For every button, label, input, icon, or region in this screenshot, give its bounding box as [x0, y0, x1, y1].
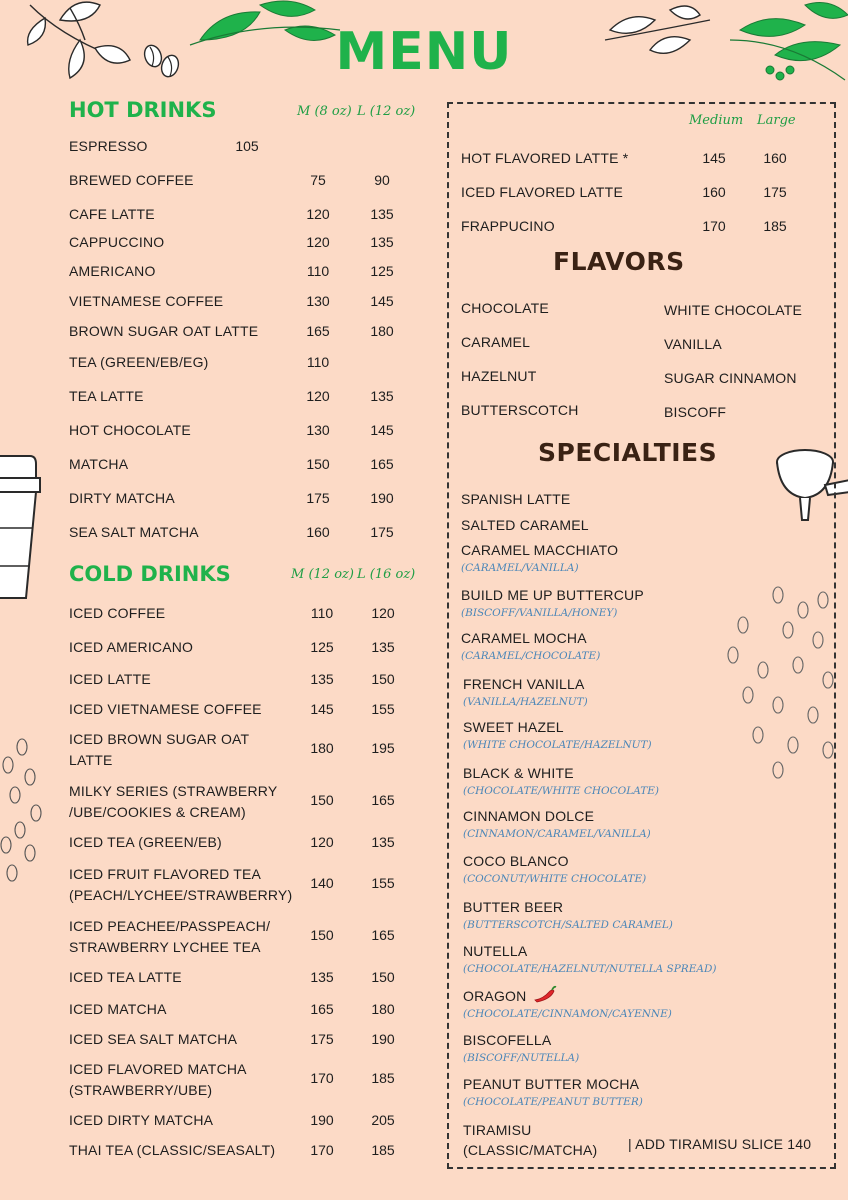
menu-item-name: ICED LATTE	[69, 671, 151, 687]
price-large: 190	[370, 490, 394, 506]
specialty-name: CINNAMON DOLCE	[463, 808, 595, 824]
specialty-ingredients: (CARAMEL/VANILLA)	[461, 562, 579, 574]
price-medium: 120	[306, 234, 330, 250]
price-medium: 150	[310, 792, 334, 808]
price-large: 125	[370, 263, 394, 279]
menu-item-name: ICED BROWN SUGAR OAT LATTE	[69, 731, 250, 768]
menu-item-name: AMERICANO	[69, 263, 156, 279]
price-large: 180	[371, 1001, 395, 1017]
menu-item-name: ICED AMERICANO	[69, 639, 194, 655]
specialty-name: ORAGON	[463, 988, 527, 1004]
specialty-ingredients: (BISCOFF/NUTELLA)	[463, 1052, 580, 1064]
menu-item-name: ESPRESSO	[69, 138, 148, 154]
menu-item-name: HOT CHOCOLATE	[69, 422, 191, 438]
price-large: 175	[370, 524, 394, 540]
specialty-name: FRENCH VANILLA	[463, 676, 585, 692]
cold-size-medium: M (12 oz)	[291, 567, 354, 582]
price-medium: 130	[306, 422, 330, 438]
specialty-name: BUILD ME UP BUTTERCUP	[461, 587, 644, 603]
flavor-item: SUGAR CINNAMON	[664, 370, 797, 386]
price-medium: 190	[310, 1112, 334, 1128]
menu-item-name: MILKY SERIES (STRAWBERRY /UBE/COOKIES & CREAM)	[69, 783, 278, 820]
menu-item-name: ICED VIETNAMESE COFFEE	[69, 701, 262, 717]
price-medium: 105	[235, 138, 259, 154]
flavor-item: HAZELNUT	[461, 368, 537, 384]
specialty-name: CARAMEL MACCHIATO	[461, 542, 619, 558]
menu-item-name: THAI TEA (CLASSIC/SEASALT)	[69, 1142, 276, 1158]
menu-item-name: ICED TEA LATTE	[69, 969, 182, 985]
hot-size-large: L (12 oz)	[357, 104, 416, 119]
price-medium: 165	[306, 323, 330, 339]
specialty-name: BLACK & WHITE	[463, 765, 574, 781]
price-large: 185	[763, 218, 787, 234]
price-medium: 180	[310, 740, 334, 756]
price-medium: 130	[306, 293, 330, 309]
price-large: 165	[371, 792, 395, 808]
specialty-ingredients: (BUTTERSCOTCH/SALTED CARAMEL)	[463, 919, 673, 931]
specialty-name: NUTELLA	[463, 943, 528, 959]
price-medium: 110	[310, 605, 334, 621]
specialty-ingredients: (WHITE CHOCOLATE/HAZELNUT)	[463, 739, 652, 751]
specialty-name: SALTED CARAMEL	[461, 517, 589, 533]
menu-item-name: DIRTY MATCHA	[69, 490, 175, 506]
flavor-item: VANILLA	[664, 336, 722, 352]
specialty-name: CARAMEL MOCHA	[461, 630, 587, 646]
specialty-ingredients: (CHOCOLATE/HAZELNUT/NUTELLA SPREAD)	[463, 963, 717, 975]
price-large: 205	[371, 1112, 395, 1128]
specialty-name: SPANISH LATTE	[461, 491, 571, 507]
menu-item-name: ICED FLAVORED MATCHA (STRAWBERRY/UBE)	[69, 1061, 247, 1098]
menu-item-name: FRAPPUCINO	[461, 218, 555, 234]
flavor-item: WHITE CHOCOLATE	[664, 302, 803, 318]
specialty-name: COCO BLANCO	[463, 853, 569, 869]
price-medium: 135	[310, 969, 334, 985]
price-medium: 160	[306, 524, 330, 540]
price-large: 135	[370, 234, 394, 250]
chili-icon	[533, 985, 557, 1003]
hot-size-medium: M (8 oz)	[297, 104, 352, 119]
flavor-item: BISCOFF	[664, 404, 727, 420]
price-large: 175	[763, 184, 787, 200]
price-medium: 170	[702, 218, 726, 234]
flavor-item: BUTTERSCOTCH	[461, 402, 579, 418]
price-medium: 120	[306, 206, 330, 222]
menu-item-name: ICED FRUIT FLAVORED TEA (PEACH/LYCHEE/STRAWBERRY)	[69, 866, 293, 903]
menu-item-name: ICED SEA SALT MATCHA	[69, 1031, 238, 1047]
menu-item-name: TEA LATTE	[69, 388, 144, 404]
price-medium: 110	[306, 354, 330, 370]
price-medium: 135	[310, 671, 334, 687]
menu-item-name: ICED COFFEE	[69, 605, 166, 621]
price-large: 165	[371, 927, 395, 943]
flavor-item: CHOCOLATE	[461, 300, 549, 316]
menu-item-name: MATCHA	[69, 456, 129, 472]
price-large: 195	[371, 740, 395, 756]
price-large: 185	[371, 1142, 395, 1158]
page-title: MENU	[335, 22, 513, 82]
specialty-ingredients: (VANILLA/HAZELNUT)	[463, 696, 588, 708]
price-medium: 125	[310, 639, 334, 655]
menu-item-name: ICED MATCHA	[69, 1001, 167, 1017]
price-large: 190	[371, 1031, 395, 1047]
cold-drinks-heading: COLD DRINKS	[69, 562, 231, 586]
menu-item-name: CAFE LATTE	[69, 206, 155, 222]
price-large: 135	[370, 206, 394, 222]
price-medium: 170	[310, 1142, 334, 1158]
price-large: 180	[370, 323, 394, 339]
coffee-bean-icon	[0, 735, 45, 885]
coffee-cup-icon	[0, 448, 44, 608]
menu-item-name: ICED TEA (GREEN/EB)	[69, 834, 222, 850]
price-medium: 120	[306, 388, 330, 404]
menu-item-name: ICED FLAVORED LATTE	[461, 184, 623, 200]
price-large: 155	[371, 701, 395, 717]
menu-item-name: SEA SALT MATCHA	[69, 524, 199, 540]
price-medium: 120	[310, 834, 334, 850]
specialties-heading: SPECIALTIES	[538, 438, 718, 467]
specialty-name: BUTTER BEER	[463, 899, 564, 915]
price-large: 135	[371, 639, 395, 655]
specialty-name: PEANUT BUTTER MOCHA	[463, 1076, 640, 1092]
price-medium: 150	[310, 927, 334, 943]
menu-item-name: VIETNAMESE COFFEE	[69, 293, 224, 309]
price-large: 135	[371, 834, 395, 850]
flavor-item: CARAMEL	[461, 334, 531, 350]
price-medium: 165	[310, 1001, 334, 1017]
price-large: 150	[371, 671, 395, 687]
specialty-name: BISCOFELLA	[463, 1032, 552, 1048]
specialty-ingredients: (CHOCOLATE/CINNAMON/CAYENNE)	[463, 1008, 672, 1020]
specialty-name: TIRAMISU (CLASSIC/MATCHA)	[463, 1122, 598, 1158]
price-large: 145	[370, 293, 394, 309]
price-medium: 140	[310, 875, 334, 891]
specialty-ingredients: (COCONUT/WHITE CHOCOLATE)	[463, 873, 647, 885]
menu-item-name: ICED PEACHEE/PASSPEACH/ STRAWBERRY LYCHEE TEA	[69, 918, 271, 955]
price-medium: 110	[306, 263, 330, 279]
menu-item-name: TEA (GREEN/EB/EG)	[69, 354, 209, 370]
price-large: 120	[371, 605, 395, 621]
price-large: 160	[763, 150, 787, 166]
price-medium: 145	[310, 701, 334, 717]
flavors-heading: FLAVORS	[553, 247, 685, 276]
cold-size-large: L (16 oz)	[357, 567, 416, 582]
specialty-ingredients: (CINNAMON/CARAMEL/VANILLA)	[463, 828, 651, 840]
tiramisu-addon: | ADD TIRAMISU SLICE 140	[628, 1136, 812, 1152]
price-medium: 175	[306, 490, 330, 506]
price-medium: 160	[702, 184, 726, 200]
menu-item-name: ICED DIRTY MATCHA	[69, 1112, 214, 1128]
menu-item-name: BREWED COFFEE	[69, 172, 194, 188]
price-medium: 145	[702, 150, 726, 166]
specialty-ingredients: (BISCOFF/VANILLA/HONEY)	[461, 607, 618, 619]
specialty-name: SWEET HAZEL	[463, 719, 564, 735]
price-large: 165	[370, 456, 394, 472]
price-large: 145	[370, 422, 394, 438]
flavored-size-medium: Medium	[689, 113, 744, 128]
specialty-ingredients: (CARAMEL/CHOCOLATE)	[461, 650, 601, 662]
menu-item-name: BROWN SUGAR OAT LATTE	[69, 323, 259, 339]
price-medium: 75	[310, 172, 326, 188]
price-large: 150	[371, 969, 395, 985]
hot-drinks-heading: HOT DRINKS	[69, 98, 217, 122]
price-large: 155	[371, 875, 395, 891]
price-large: 90	[374, 172, 390, 188]
price-medium: 150	[306, 456, 330, 472]
menu-item-name: CAPPUCCINO	[69, 234, 165, 250]
price-large: 135	[370, 388, 394, 404]
menu-item-name: HOT FLAVORED LATTE *	[461, 150, 629, 166]
specialty-ingredients: (CHOCOLATE/PEANUT BUTTER)	[463, 1096, 643, 1108]
price-medium: 175	[310, 1031, 334, 1047]
specialty-ingredients: (CHOCOLATE/WHITE CHOCOLATE)	[463, 785, 660, 797]
price-large: 185	[371, 1070, 395, 1086]
flavored-size-large: Large	[757, 113, 796, 128]
price-medium: 170	[310, 1070, 334, 1086]
